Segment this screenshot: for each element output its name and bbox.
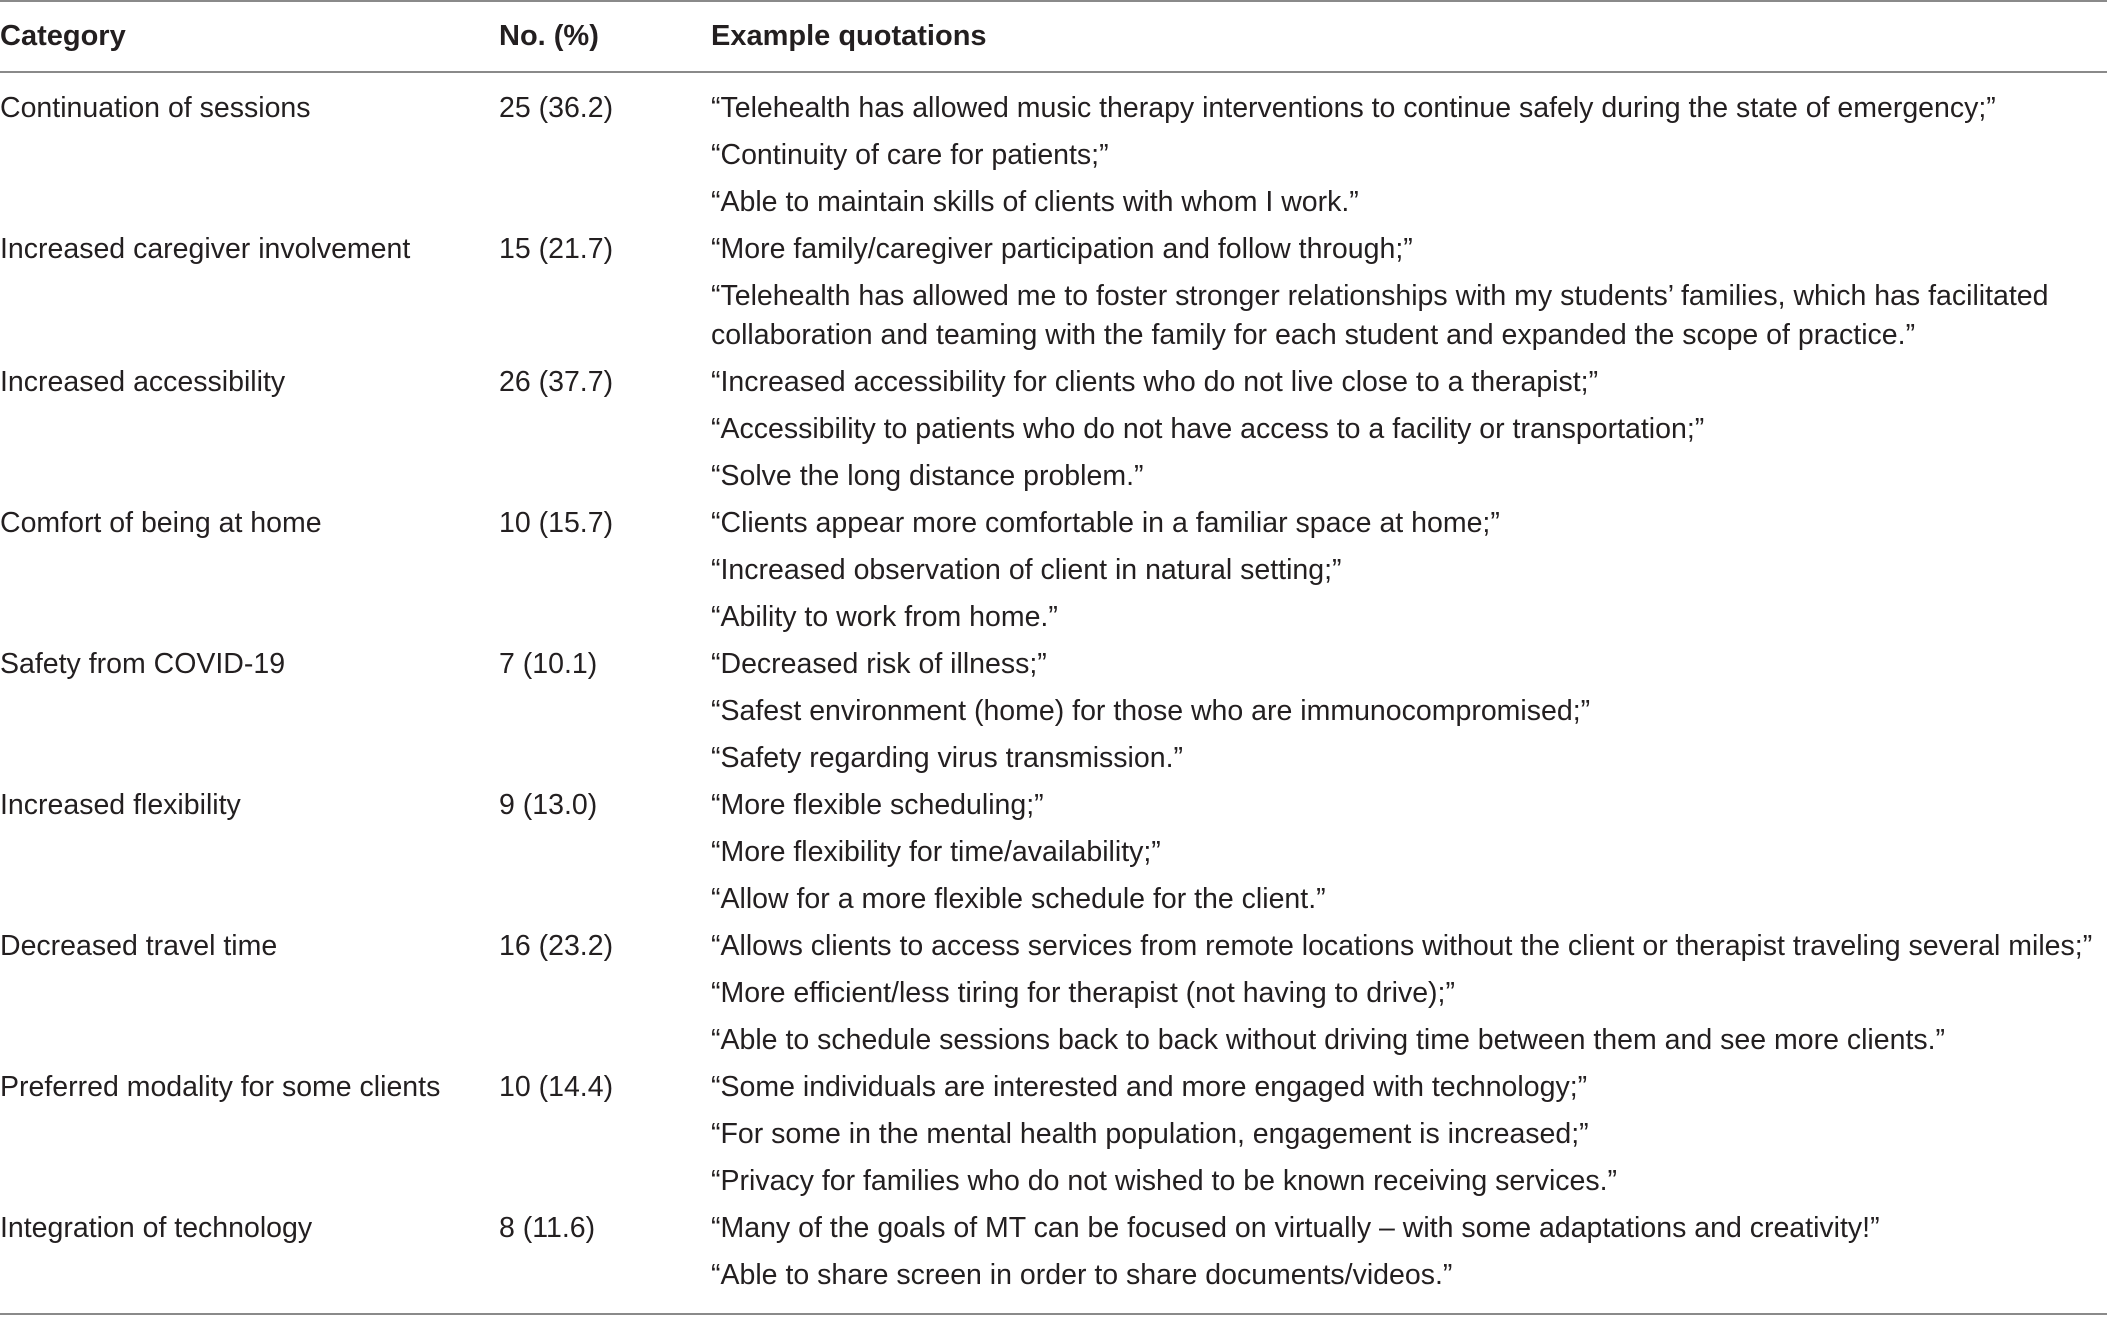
quotation: “Solve the long distance problem.” [711, 460, 1144, 492]
count-cell [499, 923, 711, 1064]
quotation: “Telehealth has allowed music therapy interventions to continue safely during the state of emergency;” [711, 92, 1996, 124]
quotation: “Clients appear more comfortable in a familiar space at home;” [711, 507, 1500, 539]
quotation: “Allows clients to access services from remote locations without the client or therapist traveling several miles;” [711, 930, 2093, 962]
count-value: 16 (23.2) [499, 930, 614, 962]
category-cell [0, 1064, 499, 1205]
quotes-cell [711, 72, 2107, 226]
count-value: 26 (37.7) [499, 366, 614, 398]
count-cell [499, 1205, 711, 1314]
count-value: 8 (11.6) [499, 1212, 596, 1244]
category-cell [0, 923, 499, 1064]
table-row [0, 226, 2107, 359]
count-value: 7 (10.1) [499, 648, 598, 680]
quotation: “Privacy for families who do not wished to be known receiving services.” [711, 1165, 1618, 1197]
table-row [0, 1205, 2107, 1314]
quotes-cell [711, 226, 2107, 359]
header-quotes: Example quotations [711, 20, 987, 52]
category-label: Comfort of being at home [0, 507, 322, 539]
quotes-cell [711, 1205, 2107, 1314]
quotation: “Decreased risk of illness;” [711, 648, 1047, 680]
quotation: “Able to share screen in order to share documents/videos.” [711, 1259, 1453, 1291]
count-cell [499, 359, 711, 500]
count-cell [499, 1064, 711, 1205]
quotation: “Telehealth has allowed me to foster stronger relationships with my students’ families, which has facilitated collaboration and teaming with the family for each student and expanded the scope of practice.” [711, 280, 2049, 351]
quotation: “Continuity of care for patients;” [711, 139, 1109, 171]
count-cell [499, 226, 711, 359]
count-cell [499, 641, 711, 782]
category-cell [0, 359, 499, 500]
quotation: “More flexible scheduling;” [711, 789, 1044, 821]
quotes-cell [711, 359, 2107, 500]
quotation: “More family/caregiver participation and follow through;” [711, 233, 1413, 265]
category-cell [0, 72, 499, 226]
count-value: 9 (13.0) [499, 789, 598, 821]
quotation: “Increased observation of client in natural setting;” [711, 554, 1342, 586]
category-label: Preferred modality for some clients [0, 1071, 441, 1103]
header-count: No. (%) [499, 20, 599, 52]
table-row [0, 641, 2107, 782]
category-label: Continuation of sessions [0, 92, 311, 124]
category-cell [0, 641, 499, 782]
category-label: Increased flexibility [0, 789, 241, 821]
quotation: “Safest environment (home) for those who are immunocompromised;” [711, 695, 1591, 727]
quotation: “For some in the mental health population, engagement is increased;” [711, 1118, 1589, 1150]
table-row [0, 923, 2107, 1064]
table-row [0, 500, 2107, 641]
category-cell [0, 782, 499, 923]
quotes-cell [711, 782, 2107, 923]
table-row [0, 1064, 2107, 1205]
category-label: Decreased travel time [0, 930, 278, 962]
count-value: 15 (21.7) [499, 233, 614, 265]
category-cell [0, 500, 499, 641]
category-cell [0, 226, 499, 359]
count-cell [499, 500, 711, 641]
quotation: “Accessibility to patients who do not have access to a facility or transportation;” [711, 413, 1705, 445]
category-label: Integration of technology [0, 1212, 313, 1244]
count-value: 10 (15.7) [499, 507, 614, 539]
table-row [0, 359, 2107, 500]
table-header-row [0, 1, 2107, 72]
count-cell [499, 782, 711, 923]
category-label: Increased accessibility [0, 366, 286, 398]
quotation: “Able to maintain skills of clients with whom I work.” [711, 186, 1359, 218]
quotes-cell [711, 641, 2107, 782]
quotation: “Able to schedule sessions back to back without driving time between them and see more clients.” [711, 1024, 1946, 1056]
quotation: “Ability to work from home.” [711, 601, 1058, 633]
category-cell [0, 1205, 499, 1314]
quotes-cell [711, 923, 2107, 1064]
quotation: “Allow for a more flexible schedule for the client.” [711, 883, 1326, 915]
count-value: 10 (14.4) [499, 1071, 614, 1103]
quotes-cell [711, 1064, 2107, 1205]
count-cell [499, 72, 711, 226]
category-label: Safety from COVID-19 [0, 648, 286, 680]
quotation: “Many of the goals of MT can be focused on virtually – with some adaptations and creativity!” [711, 1212, 1880, 1244]
quotation: “Safety regarding virus transmission.” [711, 742, 1184, 774]
quotes-cell [711, 500, 2107, 641]
quotation: “More flexibility for time/availability;” [711, 836, 1161, 868]
category-label: Increased caregiver involvement [0, 233, 411, 265]
table-row [0, 782, 2107, 923]
table-body [0, 72, 2107, 1314]
count-value: 25 (36.2) [499, 92, 614, 124]
quotation: “More efficient/less tiring for therapist (not having to drive);” [711, 977, 1455, 1009]
quotation: “Increased accessibility for clients who do not live close to a therapist;” [711, 366, 1599, 398]
table-row [0, 72, 2107, 226]
header-category: Category [0, 20, 126, 52]
quotation: “Some individuals are interested and more engaged with technology;” [711, 1071, 1588, 1103]
